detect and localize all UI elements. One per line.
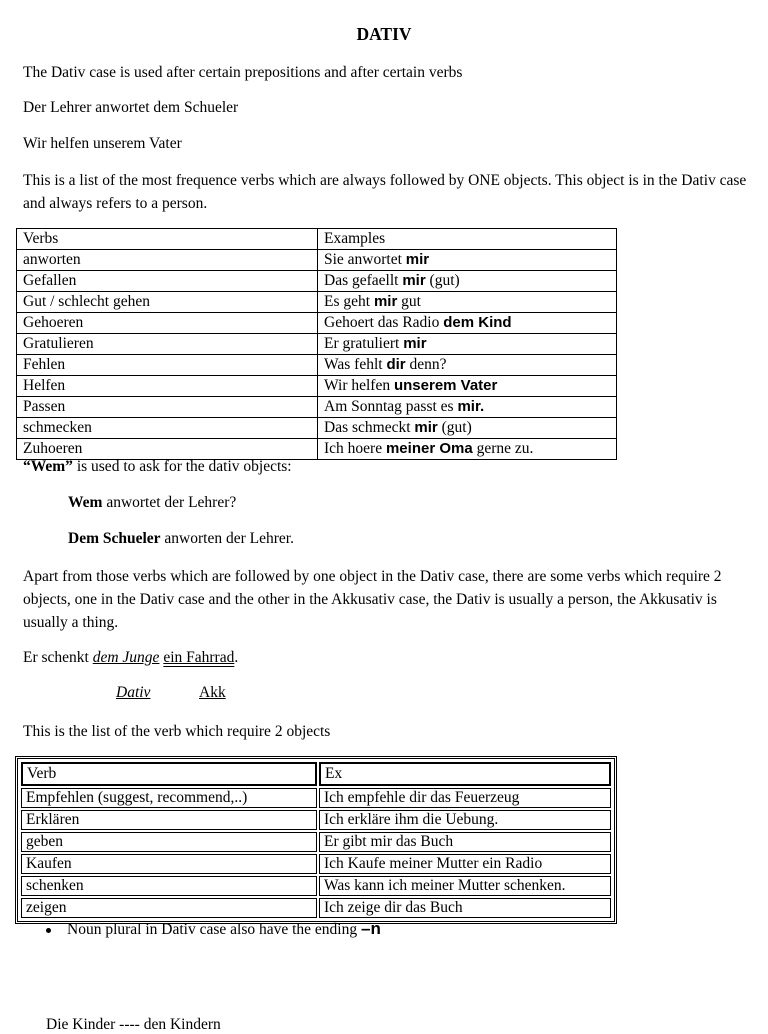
verb-cell: Erklären bbox=[21, 810, 317, 830]
example-text-end: gerne zu. bbox=[472, 440, 534, 457]
example-cell bbox=[318, 418, 617, 439]
wem-answer-text: anworten der Lehrer. bbox=[160, 530, 294, 547]
example-cell: Was kann ich meiner Mutter schenken. bbox=[319, 876, 611, 896]
intro-text: The Dativ case is used after certain prepositions and after certain verbs bbox=[23, 64, 463, 81]
dativ-object-bold: unserem Vater bbox=[393, 377, 498, 394]
example-cell bbox=[318, 376, 617, 397]
table-row bbox=[17, 418, 617, 439]
header-ex: Ex bbox=[319, 762, 611, 786]
verb-cell: anworten bbox=[17, 250, 318, 271]
example-text: Wir helfen bbox=[324, 377, 394, 394]
verb-cell: Empfehlen (suggest, recommend,..) bbox=[21, 788, 317, 808]
schenkt-pre: Er schenkt bbox=[23, 649, 93, 666]
table-header-row bbox=[17, 229, 617, 250]
wem-question-text: anwortet der Lehrer? bbox=[102, 494, 237, 511]
akk-object: ein Fahrrad bbox=[163, 649, 235, 666]
list-intro-text: This is a list of the most frequence verbs which are always followed by ONE objects. This object is in the Dativ case and always refers to a person. bbox=[23, 172, 747, 212]
dativ-object-bold: mir bbox=[402, 272, 426, 289]
verb-cell: Helfen bbox=[17, 376, 318, 397]
bullet-bold: –n bbox=[361, 919, 381, 938]
dativ-object-bold: mir bbox=[373, 293, 398, 310]
table-row bbox=[21, 854, 611, 874]
wem-question bbox=[68, 494, 236, 512]
header-verb: Verb bbox=[21, 762, 317, 786]
dativ-label: Dativ bbox=[116, 684, 151, 701]
dativ-object-bold: mir bbox=[414, 419, 438, 436]
table-row bbox=[17, 397, 617, 418]
wem-answer bbox=[68, 530, 294, 548]
table-row bbox=[17, 313, 617, 334]
example-cell: Ich erkläre ihm die Uebung. bbox=[319, 810, 611, 830]
bullet-icon bbox=[46, 928, 51, 933]
example-text: Gehoert das Radio bbox=[324, 314, 444, 331]
verb-cell: Gut / schlecht gehen bbox=[17, 292, 318, 313]
bullet-text: Noun plural in Dativ case also have the ending bbox=[67, 921, 361, 938]
table-row bbox=[17, 250, 617, 271]
header-examples: Examples bbox=[318, 229, 617, 250]
verb-cell: Gefallen bbox=[17, 271, 318, 292]
verb-cell: schmecken bbox=[17, 418, 318, 439]
dativ-object-bold: mir. bbox=[457, 398, 485, 415]
verb-cell: Gratulieren bbox=[17, 334, 318, 355]
example-cell bbox=[318, 250, 617, 271]
two-object-verbs-table bbox=[15, 756, 617, 924]
example-sentence-1: Der Lehrer anwortet dem Schueler bbox=[23, 99, 239, 116]
table-row bbox=[21, 810, 611, 830]
table-row bbox=[21, 876, 611, 896]
verb-cell: zeigen bbox=[21, 898, 317, 918]
example-text: Am Sonntag passt es bbox=[324, 398, 458, 415]
table-row bbox=[17, 334, 617, 355]
example-cell: Ich zeige dir das Buch bbox=[319, 898, 611, 918]
schenkt-example bbox=[23, 649, 238, 667]
example-text: Er gratuliert bbox=[324, 335, 404, 352]
dativ-object-bold: meiner Oma bbox=[385, 440, 473, 457]
wem-explanation bbox=[23, 458, 292, 476]
wem-word: “Wem” bbox=[23, 458, 73, 475]
example-text-end: denn? bbox=[405, 356, 447, 373]
example-text-end: (gut) bbox=[425, 272, 460, 289]
dativ-object-bold: mir bbox=[403, 335, 427, 352]
table-row bbox=[17, 271, 617, 292]
example-cell: Ich empfehle dir das Feuerzeug bbox=[319, 788, 611, 808]
verb-cell: geben bbox=[21, 832, 317, 852]
one-object-verbs-table bbox=[16, 228, 617, 460]
table-row bbox=[21, 898, 611, 918]
example-text: Sie anwortet bbox=[324, 251, 406, 268]
list2-intro-text: This is the list of the verb which require 2 objects bbox=[23, 723, 331, 740]
example-cell bbox=[318, 271, 617, 292]
example-text: Das schmeckt bbox=[324, 419, 415, 436]
table-row bbox=[21, 788, 611, 808]
example-text-end: gut bbox=[397, 293, 421, 310]
schenkt-post: . bbox=[234, 649, 239, 666]
cut-off-line: Die Kinder ---- den Kindern bbox=[46, 1016, 221, 1033]
two-objects-text: Apart from those verbs which are followed by one object in the Dativ case, there are some verbs which require 2 objects, one in the Dativ case and the other in the Akkusativ case, the Dativ is usually a person, the Akkusativ is usually a thing. bbox=[23, 568, 722, 631]
verb-cell: schenken bbox=[21, 876, 317, 896]
example-sentence-2: Wir helfen unserem Vater bbox=[23, 135, 182, 152]
table-header-row bbox=[21, 762, 611, 786]
dativ-object: dem Junge bbox=[92, 649, 160, 666]
example-cell bbox=[318, 397, 617, 418]
verb-cell: Gehoeren bbox=[17, 313, 318, 334]
example-cell: Er gibt mir das Buch bbox=[319, 832, 611, 852]
wem-answer-bold: Dem Schueler bbox=[68, 530, 161, 547]
dativ-object-bold: dem Kind bbox=[443, 314, 512, 331]
example-text: Das gefaellt bbox=[324, 272, 403, 289]
example-cell bbox=[318, 292, 617, 313]
wem-question-bold: Wem bbox=[68, 494, 103, 511]
akk-label: Akk bbox=[199, 684, 226, 701]
example-cell bbox=[318, 313, 617, 334]
verb-cell: Passen bbox=[17, 397, 318, 418]
example-text: Ich hoere bbox=[324, 440, 386, 457]
verb-cell: Kaufen bbox=[21, 854, 317, 874]
page-title: DATIV bbox=[356, 24, 412, 44]
wem-explanation-text: is used to ask for the dativ objects: bbox=[72, 458, 292, 475]
table-row bbox=[17, 439, 617, 460]
verb-cell: Zuhoeren bbox=[17, 439, 318, 460]
header-verbs: Verbs bbox=[17, 229, 318, 250]
table-row bbox=[17, 292, 617, 313]
example-cell: Ich Kaufe meiner Mutter ein Radio bbox=[319, 854, 611, 874]
example-cell bbox=[318, 355, 617, 376]
table-row bbox=[17, 376, 617, 397]
bullet-item bbox=[46, 919, 381, 939]
example-text: Was fehlt bbox=[324, 356, 387, 373]
example-text: Es geht bbox=[324, 293, 374, 310]
verb-cell: Fehlen bbox=[17, 355, 318, 376]
table-row bbox=[17, 355, 617, 376]
dativ-object-bold: mir bbox=[405, 251, 430, 268]
example-text-end: (gut) bbox=[437, 419, 472, 436]
table-row bbox=[21, 832, 611, 852]
dativ-object-bold: dir bbox=[386, 356, 406, 373]
example-cell bbox=[318, 334, 617, 355]
example-cell bbox=[318, 439, 617, 460]
